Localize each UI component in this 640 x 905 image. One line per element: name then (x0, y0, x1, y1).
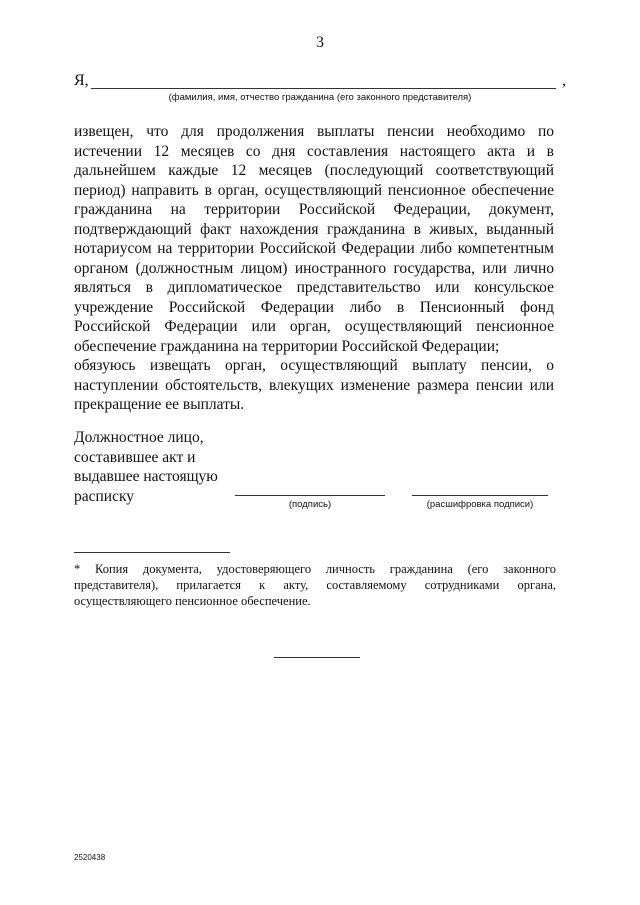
signature-decryption-caption: (расшифровка подписи) (426, 499, 534, 510)
declarant-name-blank-line (91, 88, 556, 89)
body-text (74, 122, 554, 415)
declarant-name-row (74, 72, 566, 94)
declarant-prefix: Я, (74, 72, 89, 89)
signature-decryption-line (412, 495, 548, 496)
paragraph-obligation: обязуюсь извещать орган, осуществляющий выплату пенсии, о наступлении обстоятельств, влекущих изменение размера пенсии или прекращение ее выплаты. (74, 357, 554, 413)
document-code: 2520438 (74, 853, 106, 862)
declarant-name-caption: (фамилия, имя, отчество гражданина (его законного представителя) (168, 92, 472, 103)
signature-line (235, 495, 385, 496)
official-label: Должностное лицо, составившее акт и выдавшее настоящую расписку (74, 429, 218, 505)
end-of-document-rule (274, 657, 360, 658)
page-number: 3 (316, 34, 324, 51)
declarant-suffix: , (562, 72, 566, 89)
paragraph-notification: извещен, что для продолжения выплаты пенсии необходимо по истечении 12 месяцев со дня составления настоящего акта и в дальнейшем каждые 12 месяцев (последующий соответствующий период) направить в орган, осуществляющий пенсионное обеспечение гражданина на территории Российской Федерации, документ, подтверждающий факт нахождения гражданина в живых, выданный нотариусом на территории Российской Федерации либо компетентным органом (должностным лицом) иностранного государства, или лично являться в дипломатическое представительство или консульское учреждение Российской Федерации либо в Пенсионный фонд Российской Федерации или орган, осуществляющий пенсионное обеспечение гражданина на территории Российской Федерации; (74, 123, 554, 355)
footnote-text: * Копия документа, удостоверяющего личность гражданина (его законного представителя), прилагается к акту, составляемому сотрудниками органа, осуществляющего пенсионное обеспечение. (74, 562, 556, 608)
signature-caption: (подпись) (288, 499, 332, 510)
footnote-separator (74, 552, 230, 553)
